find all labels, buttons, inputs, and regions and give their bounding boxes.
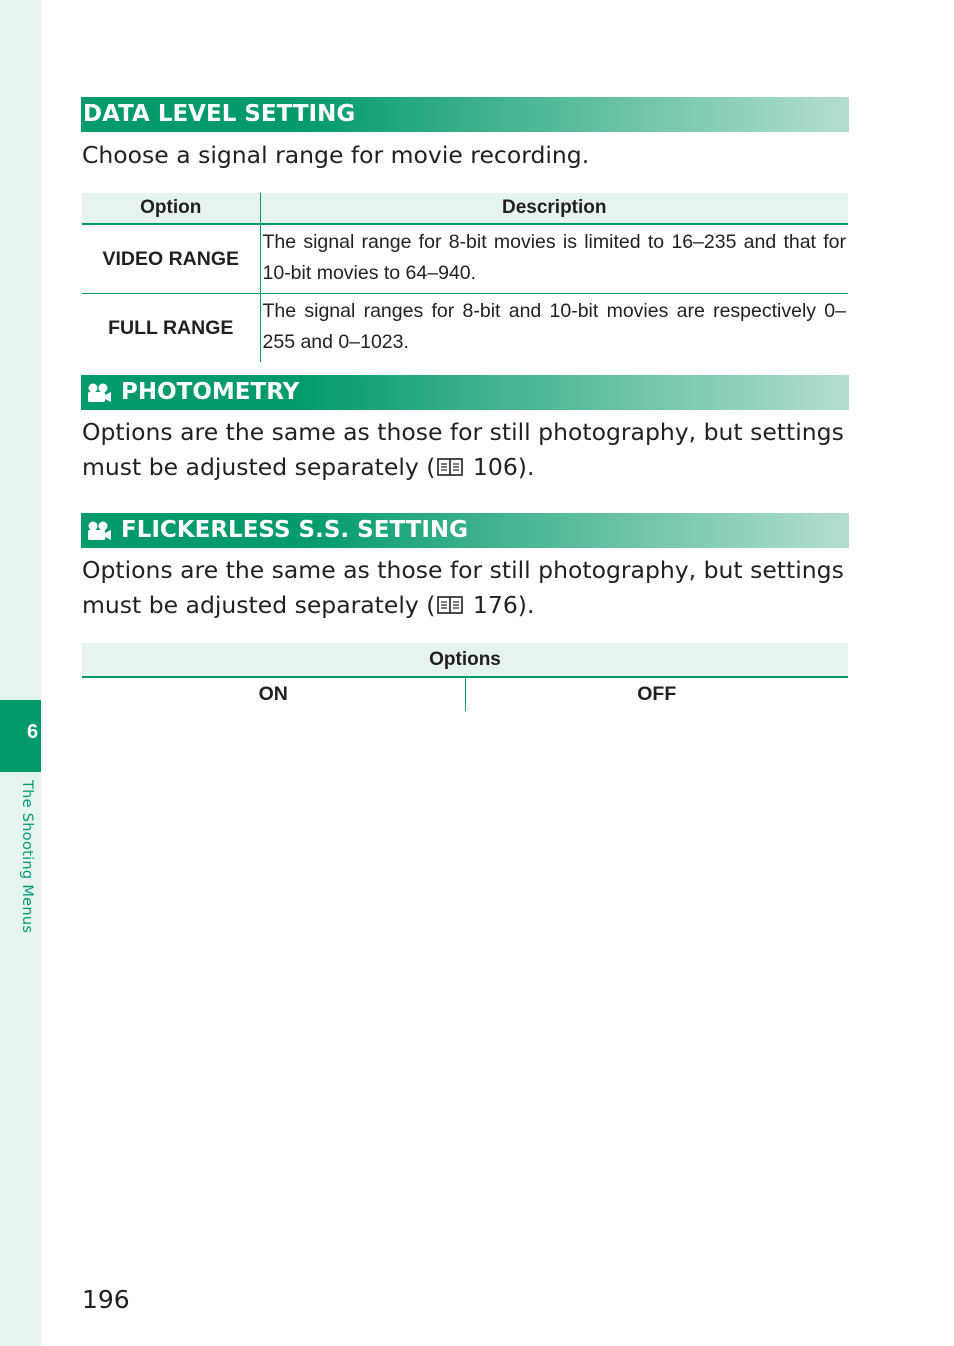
data-level-table [82, 193, 848, 362]
flickerless-text-end: ). [517, 591, 535, 619]
table-row [82, 224, 848, 294]
movie-camera-icon [85, 382, 113, 404]
flickerless-text-body: Options are the same as those for still photography, but settings must be adjusted separately ( [82, 556, 844, 619]
description-full-range: The signal ranges for 8-bit and 10-bit movies are respectively 0–255 and 0–1023. [262, 300, 846, 353]
data-level-intro: Choose a signal range for movie recording. [82, 141, 590, 169]
page-number: 196 [82, 1285, 130, 1314]
table-row [82, 677, 848, 711]
photometry-text-body: Options are the same as those for still photography, but settings must be adjusted separately ( [82, 418, 844, 481]
flickerless-options-table [82, 643, 848, 711]
book-icon [437, 457, 463, 477]
option-video-range: VIDEO RANGE [82, 224, 260, 294]
book-icon [437, 595, 463, 615]
page-ref-link[interactable]: 106 [472, 453, 518, 481]
option-off: OFF [637, 683, 677, 705]
section-header-flickerless [81, 513, 849, 548]
photometry-text [82, 415, 850, 485]
chapter-number: 6 [26, 721, 39, 743]
table-header-option: Option [82, 193, 260, 224]
options-header: Options [82, 643, 848, 677]
table-header-description: Description [260, 193, 848, 224]
chapter-sidebar [0, 0, 41, 1346]
section-title: FLICKERLESS S.S. SETTING [121, 517, 468, 543]
section-header-data-level [81, 97, 849, 132]
section-header-photometry [81, 375, 849, 410]
section-title: DATA LEVEL SETTING [83, 101, 356, 127]
movie-camera-icon [85, 520, 113, 542]
table-row [82, 294, 848, 363]
section-title: PHOTOMETRY [121, 379, 300, 405]
photometry-text-end: ). [517, 453, 535, 481]
option-on: ON [82, 677, 465, 711]
flickerless-text [82, 553, 850, 623]
chapter-title: The Shooting Menus [19, 780, 35, 934]
description-video-range: The signal range for 8-bit movies is limited to 16–235 and that for 10-bit movies to 64–940. [260, 224, 848, 294]
page-ref-link[interactable]: 176 [472, 591, 518, 619]
option-full-range: FULL RANGE [82, 294, 260, 363]
